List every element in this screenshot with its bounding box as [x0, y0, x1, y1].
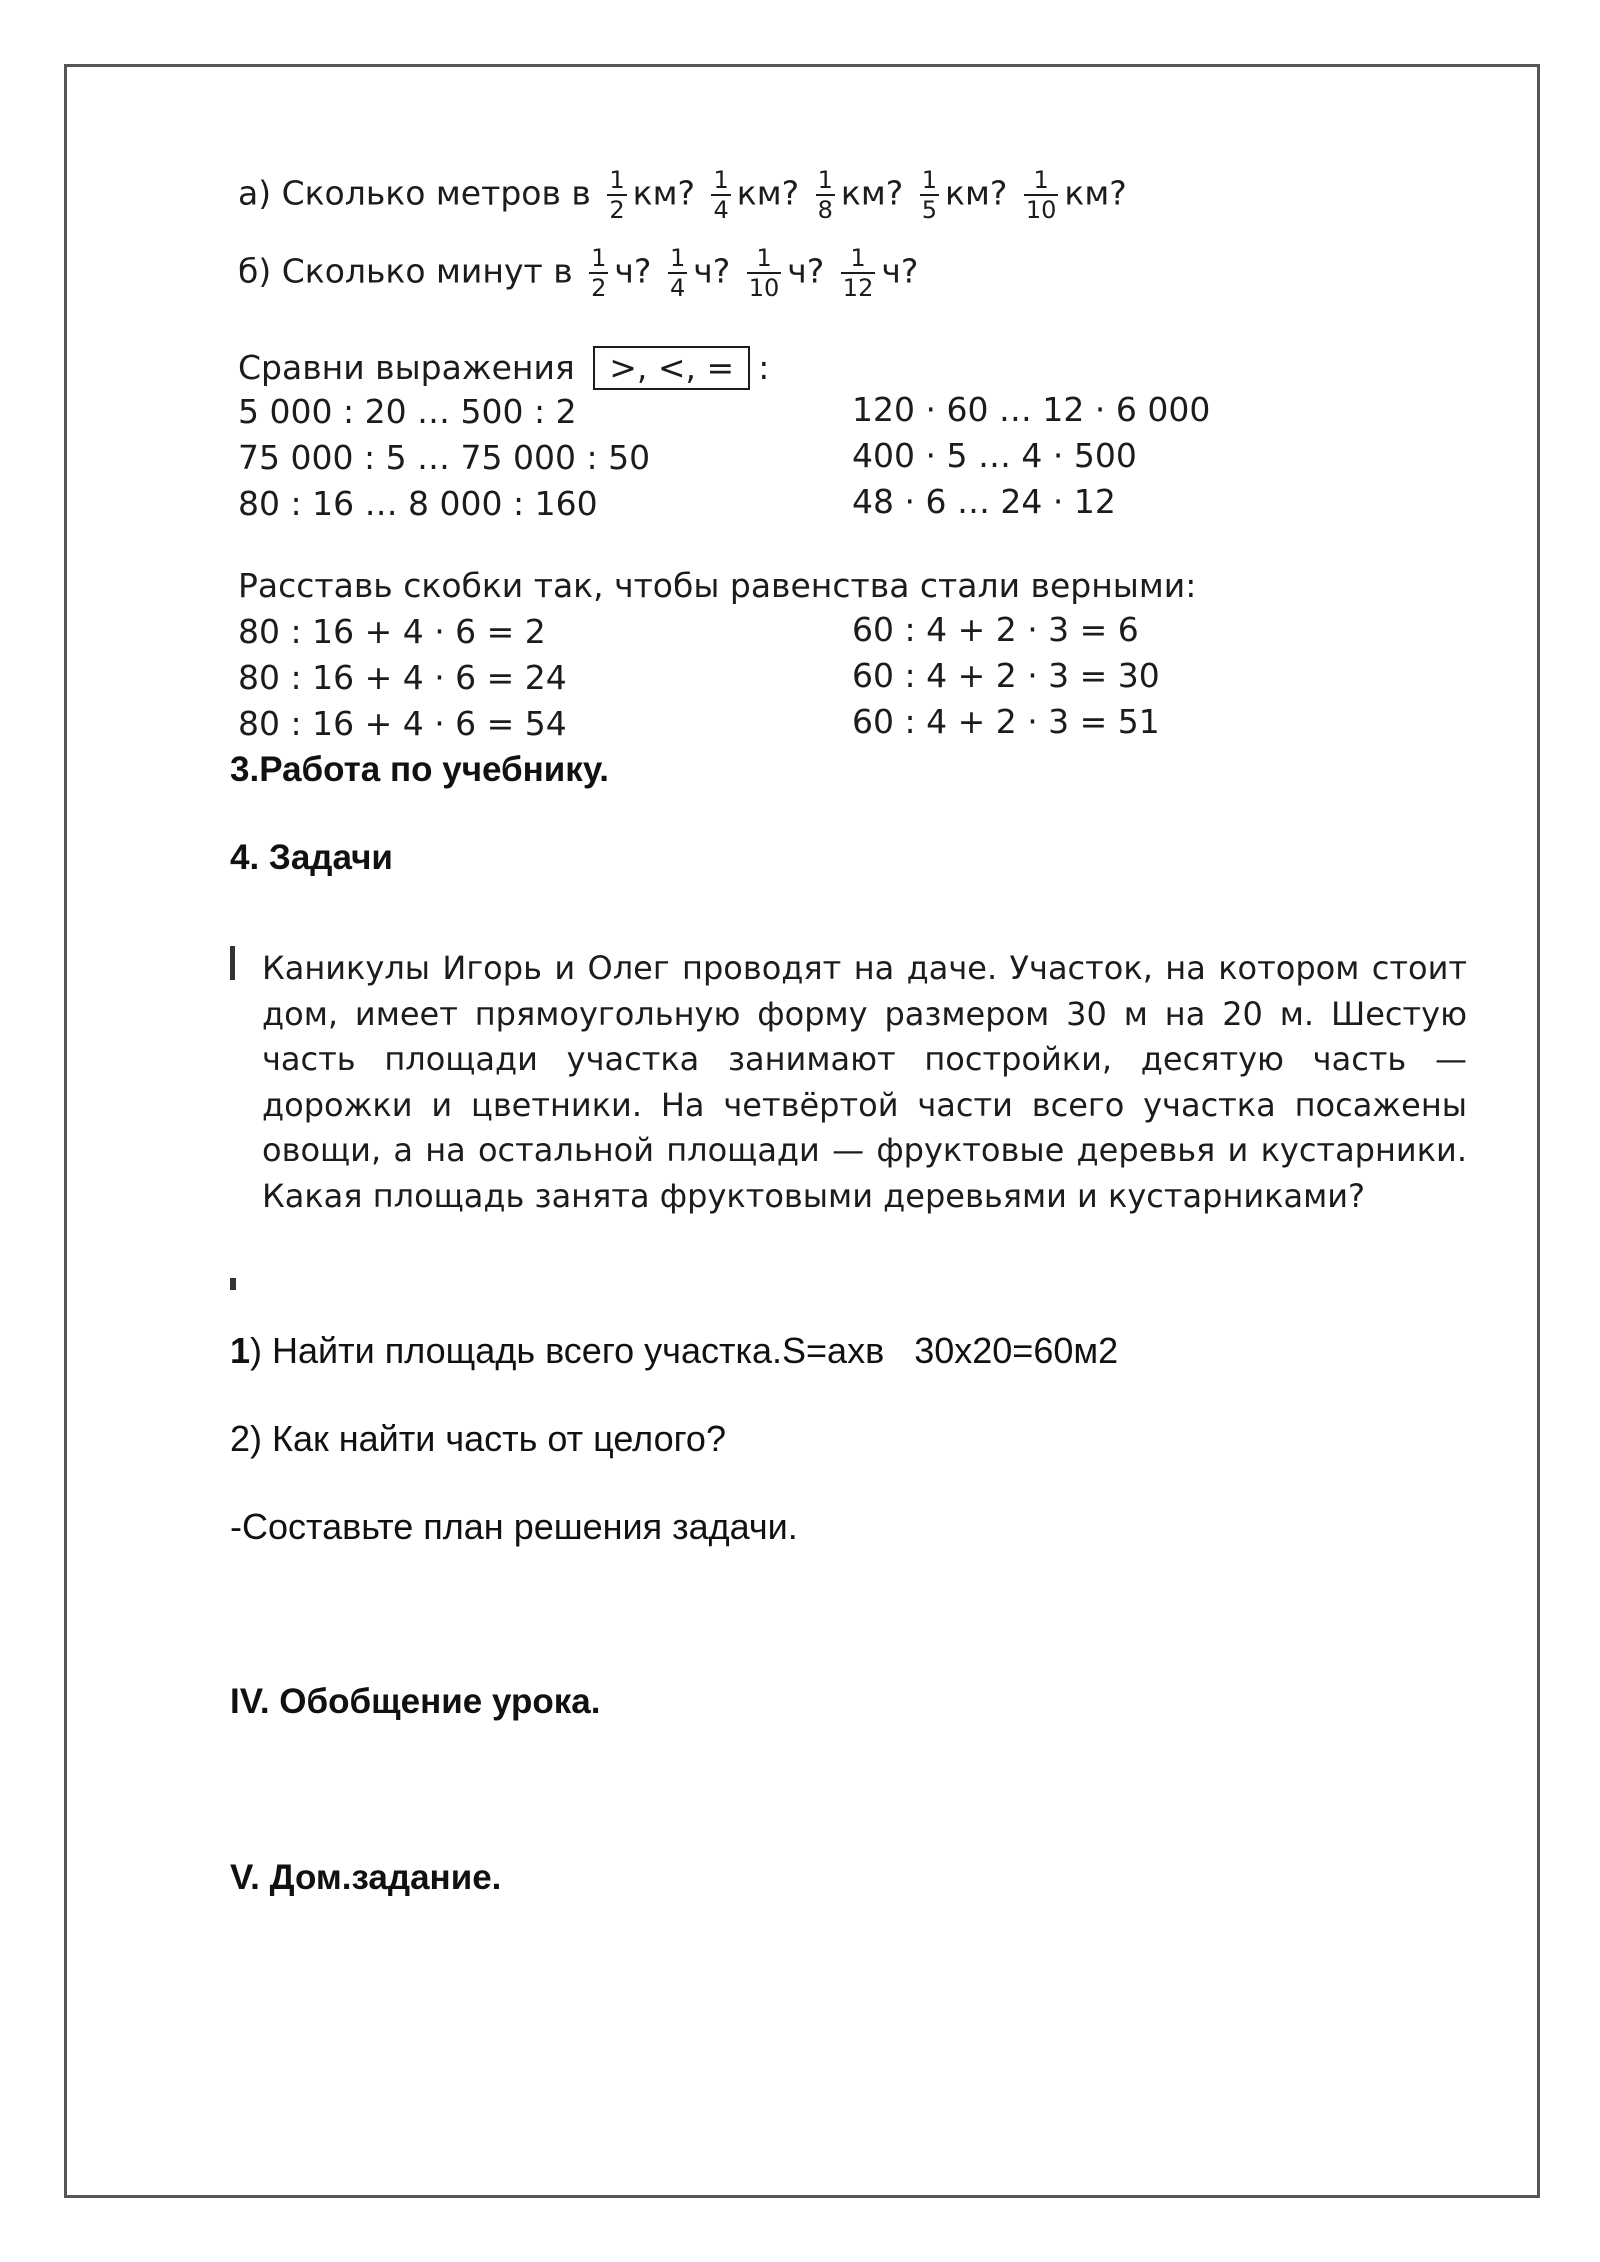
- task-a-fraction: $\frac{1}{5}$: [921, 166, 938, 224]
- compare-left-2: 75 000 : 5 … 75 000 : 50: [238, 438, 651, 477]
- step-1: [230, 1330, 1118, 1372]
- task-a-unit: км?: [945, 173, 1008, 213]
- task-a-fraction: $\frac{1}{2}$: [609, 166, 625, 224]
- task-a-fraction: $\frac{1}{10}$: [1025, 166, 1057, 224]
- task-a-unit: км?: [840, 173, 904, 213]
- scan-marker: [230, 1278, 236, 1290]
- task-a-fraction: $\frac{1}{4}$: [713, 166, 729, 224]
- compare-left-1: 5 000 : 20 … 500 : 2: [238, 392, 577, 431]
- task-a-label: а) Сколько метров в: [238, 173, 591, 213]
- task-b-unit: ч?: [787, 251, 825, 291]
- scan-marker: [230, 946, 235, 980]
- compare-right-1: 120 · 60 … 12 · 6 000: [852, 390, 1211, 429]
- task-b-label: б) Сколько минут в: [238, 251, 573, 291]
- brackets-left-3: 80 : 16 + 4 · 6 = 54: [238, 704, 567, 743]
- task-b-line: [238, 246, 918, 300]
- step-1-number: 1: [230, 1330, 251, 1371]
- compare-right-2: 400 · 5 … 4 · 500: [852, 436, 1137, 475]
- brackets-left-2: 80 : 16 + 4 · 6 = 24: [238, 658, 567, 697]
- step-3: -Составьте план решения задачи.: [230, 1506, 798, 1547]
- task-a-unit: км?: [736, 173, 800, 213]
- compare-title-line: [238, 346, 769, 390]
- task-a-unit: км?: [632, 173, 695, 213]
- section-4-heading: 4. Задачи: [230, 838, 393, 877]
- task-b-fraction: $\frac{1}{12}$: [842, 244, 874, 302]
- task-b-unit: ч?: [614, 251, 652, 291]
- task-b-fraction: $\frac{1}{10}$: [748, 244, 780, 302]
- task-b-fraction: $\frac{1}{2}$: [591, 244, 607, 302]
- task-a-fraction: $\frac{1}{8}$: [817, 166, 833, 224]
- task-b-unit: ч?: [881, 251, 919, 291]
- section-3-heading: 3.Работа по учебнику.: [230, 750, 609, 789]
- step-1-text: ) Найти площадь всего участка.S=ахв 30х20=60м2: [250, 1330, 1119, 1371]
- task-a-unit: км?: [1064, 173, 1127, 213]
- compare-left-3: 80 : 16 … 8 000 : 160: [238, 484, 598, 523]
- task-a-line: [238, 168, 1127, 222]
- compare-title: Сравни выражения: [238, 348, 575, 387]
- task-b-unit: ч?: [693, 251, 731, 291]
- brackets-right-2: 60 : 4 + 2 · 3 = 30: [852, 656, 1160, 695]
- section-iv-heading: IV. Обобщение урока.: [230, 1682, 601, 1721]
- brackets-left-1: 80 : 16 + 4 · 6 = 2: [238, 612, 546, 651]
- step-2: 2) Как найти часть от целого?: [230, 1418, 726, 1459]
- operators-box: >, <, =: [593, 346, 750, 390]
- compare-right-3: 48 · 6 … 24 · 12: [852, 482, 1116, 521]
- compare-colon: :: [758, 348, 770, 387]
- brackets-right-3: 60 : 4 + 2 · 3 = 51: [852, 702, 1160, 741]
- task-b-fraction: $\frac{1}{4}$: [669, 244, 686, 302]
- brackets-title: Расставь скобки так, чтобы равенства стали верными:: [238, 566, 1197, 605]
- brackets-right-1: 60 : 4 + 2 · 3 = 6: [852, 610, 1139, 649]
- problem-text: Каникулы Игорь и Олег проводят на даче. Участок, на котором стоит дом, имеет прямоугольную форму размером 30 м на 20 м. Шестую часть площади участка занимают постройки, десятую часть — дорожки и цветники. На четвёртой части всего участка посажены овощи, а на остальной площади — фруктовые деревья и кустарники. Какая площадь занята фруктовыми деревьями и кустарниками?: [262, 949, 1467, 1215]
- section-v-heading: V. Дом.задание.: [230, 1858, 502, 1897]
